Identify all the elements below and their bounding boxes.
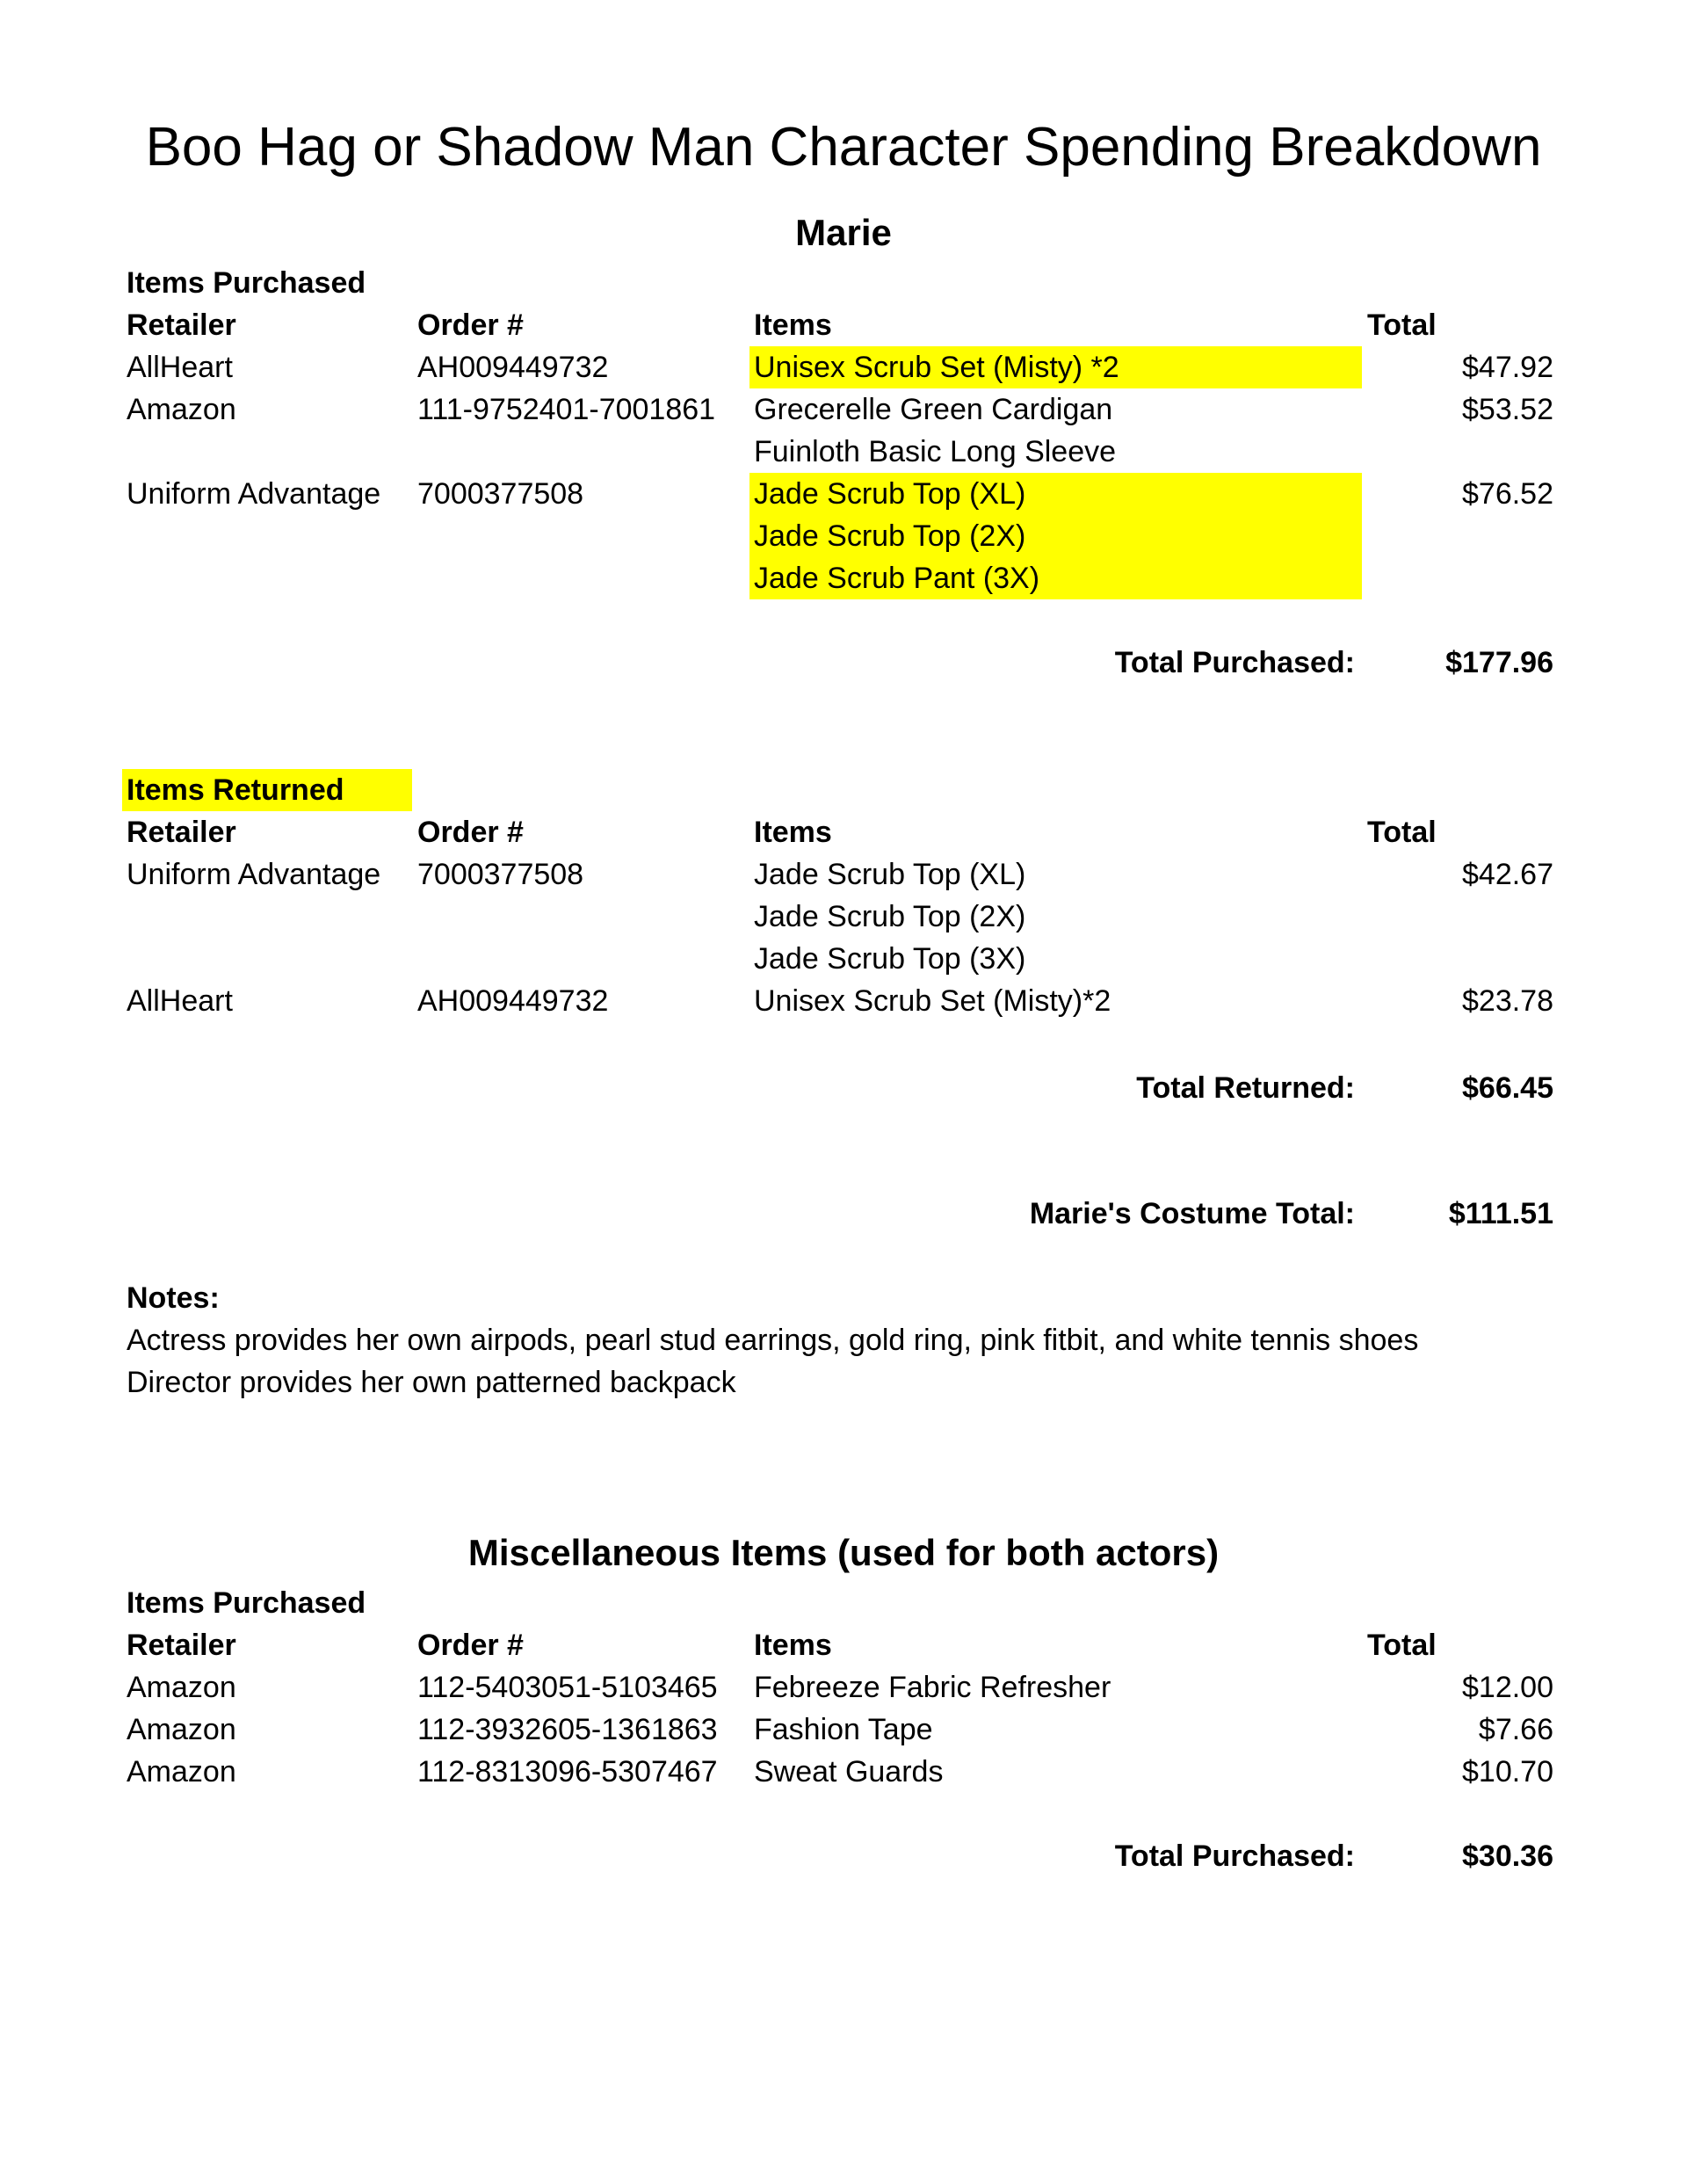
total-returned-value: $66.45 xyxy=(1462,1071,1553,1105)
cell-order-number: 112-8313096-5307467 xyxy=(417,1755,718,1789)
cell-retailer: Uniform Advantage xyxy=(127,477,381,511)
note-line: Director provides her own patterned backpack xyxy=(127,1366,736,1399)
header-order: Order # xyxy=(417,308,524,342)
total-purchased-label: Total Purchased: xyxy=(1114,646,1355,679)
cell-total: $76.52 xyxy=(1462,477,1553,511)
purchased-label: Items Purchased xyxy=(127,1586,366,1620)
cell-retailer: Amazon xyxy=(127,1671,236,1704)
purchased-label: Items Purchased xyxy=(127,266,366,300)
cell-item: Grecerelle Green Cardigan xyxy=(754,393,1113,426)
header-items: Items xyxy=(754,308,832,342)
header-total: Total xyxy=(1367,816,1437,849)
cell-item: Sweat Guards xyxy=(754,1755,944,1789)
header-retailer: Retailer xyxy=(127,816,236,849)
section-heading-marie: Marie xyxy=(795,212,892,253)
cell-total: $47.92 xyxy=(1462,351,1553,384)
cell-total: $10.70 xyxy=(1462,1755,1553,1789)
cell-item-highlighted: Jade Scrub Top (XL) xyxy=(749,473,1362,515)
cell-order-number: 112-3932605-1361863 xyxy=(417,1713,718,1746)
header-retailer: Retailer xyxy=(127,308,236,342)
header-total: Total xyxy=(1367,308,1437,342)
cell-total: $7.66 xyxy=(1478,1713,1553,1746)
costume-total-label: Marie's Costume Total: xyxy=(1029,1197,1355,1230)
cell-retailer: Amazon xyxy=(127,1713,236,1746)
cell-order-number: 111-9752401-7001861 xyxy=(417,393,716,426)
header-order: Order # xyxy=(417,816,524,849)
cell-total: $42.67 xyxy=(1462,858,1553,891)
cell-item: Jade Scrub Top (3X) xyxy=(754,942,1026,976)
total-purchased-value: $177.96 xyxy=(1445,646,1553,679)
cell-item-highlighted: Jade Scrub Top (2X) xyxy=(749,515,1362,557)
cell-item-highlighted: Unisex Scrub Set (Misty) *2 xyxy=(749,346,1362,388)
total-purchased-value: $30.36 xyxy=(1462,1839,1553,1873)
total-purchased-label: Total Purchased: xyxy=(1114,1839,1355,1873)
cell-retailer: AllHeart xyxy=(127,984,233,1018)
cell-item: Fashion Tape xyxy=(754,1713,933,1746)
cell-order-number: 112-5403051-5103465 xyxy=(417,1671,718,1704)
cell-item-highlighted: Jade Scrub Pant (3X) xyxy=(749,557,1362,599)
header-order: Order # xyxy=(417,1629,524,1662)
cell-total: $53.52 xyxy=(1462,393,1553,426)
header-total: Total xyxy=(1367,1629,1437,1662)
cell-retailer: Amazon xyxy=(127,1755,236,1789)
cell-retailer: Uniform Advantage xyxy=(127,858,381,891)
cell-order-number: 7000377508 xyxy=(417,858,584,891)
cell-total: $23.78 xyxy=(1462,984,1553,1018)
header-items: Items xyxy=(754,1629,832,1662)
cell-retailer: AllHeart xyxy=(127,351,233,384)
costume-total-value: $111.51 xyxy=(1448,1197,1553,1230)
cell-item: Unisex Scrub Set (Misty)*2 xyxy=(754,984,1111,1018)
cell-item: Fuinloth Basic Long Sleeve xyxy=(754,435,1117,468)
document-title: Boo Hag or Shadow Man Character Spending Breakdown xyxy=(145,117,1542,178)
cell-item: Jade Scrub Top (2X) xyxy=(754,900,1026,933)
cell-order-number: 7000377508 xyxy=(417,477,584,511)
returned-label: Items Returned xyxy=(122,769,412,811)
cell-order-number: AH009449732 xyxy=(417,984,609,1018)
cell-total: $12.00 xyxy=(1462,1671,1553,1704)
cell-retailer: Amazon xyxy=(127,393,236,426)
cell-order-number: AH009449732 xyxy=(417,351,609,384)
header-items: Items xyxy=(754,816,832,849)
header-retailer: Retailer xyxy=(127,1629,236,1662)
cell-item: Jade Scrub Top (XL) xyxy=(754,858,1026,891)
notes-label: Notes: xyxy=(127,1281,220,1315)
section-heading-misc: Miscellaneous Items (used for both actors) xyxy=(467,1532,1220,1573)
cell-item: Febreeze Fabric Refresher xyxy=(754,1671,1111,1704)
note-line: Actress provides her own airpods, pearl stud earrings, gold ring, pink fitbit, and white tennis shoes xyxy=(127,1324,1419,1357)
total-returned-label: Total Returned: xyxy=(1136,1071,1355,1105)
